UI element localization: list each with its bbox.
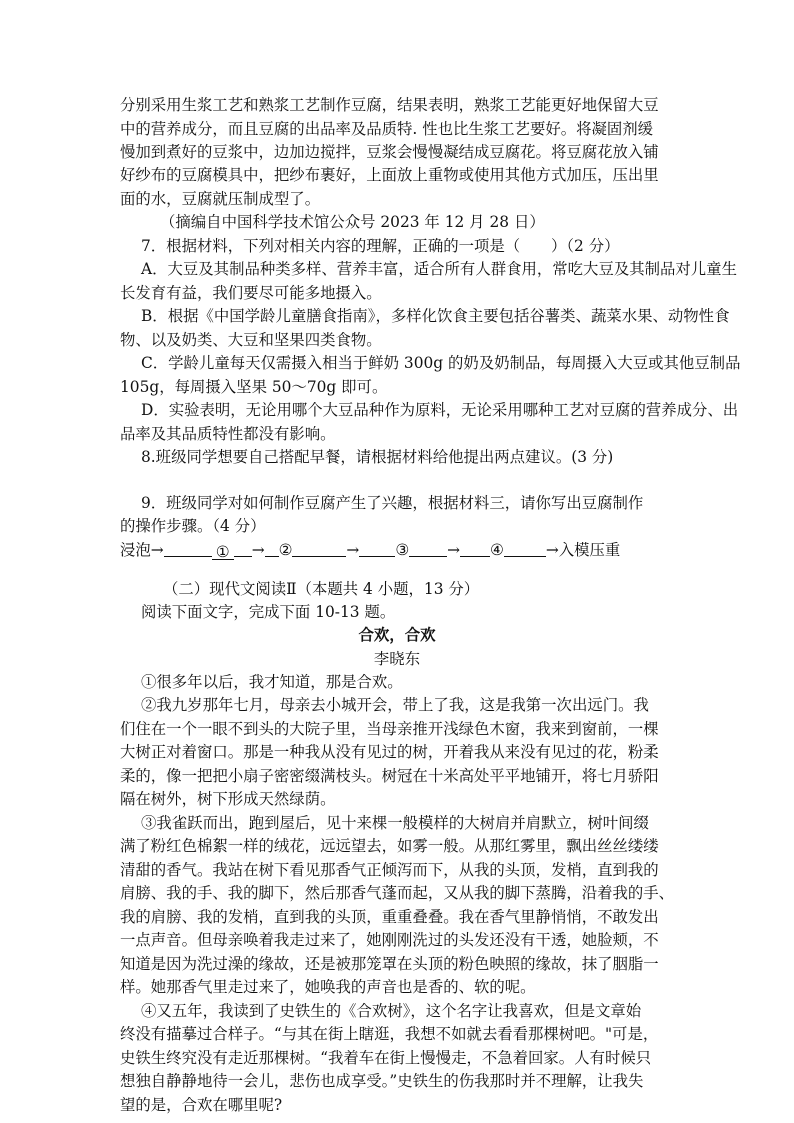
- q8-stem: 8.班级同学想要自己搭配早餐，请根据材料给他提出两点建议。(3 分): [141, 448, 614, 466]
- paragraph-2-line: 们住在一个一眼不到头的大院子里，当母亲推开浅绿色木窗，我来到窗前，一棵: [120, 720, 659, 738]
- flow-marker-2: ②: [278, 541, 293, 559]
- answer-blank-2b[interactable]: [292, 540, 346, 557]
- article-title: 合欢，合欢: [358, 626, 436, 644]
- paragraph-4-line: 史铁生终究没有走近那棵树。“我着车在街上慢慢走，不急着回家。人有时候只: [120, 1049, 652, 1067]
- paragraph-2: ②我九岁那年七月，母亲去小城开会，带上了我，这是我第一次出远门。我: [141, 696, 649, 714]
- paragraph-3: ③我雀跃而出，跑到屋后，见十来棵一般模样的大树肩并肩默立，树叶间缀: [141, 814, 649, 832]
- paragraph-4-line: 望的是，合欢在哪里呢?: [120, 1096, 283, 1114]
- paragraph-3-line: 一点声音。但母亲唤着我走过来了，她刚刚洗过的头发还没有干透，她脸颊，不: [120, 931, 659, 949]
- paragraph-2-line: 柔的，像一把把小扇子密密缀满枝头。树冠在十米高处平平地铺开，将七月骄阳: [120, 767, 659, 785]
- answer-blank-2a[interactable]: [265, 540, 279, 557]
- paragraph-1: ①很多年以后，我才知道，那是合欢。: [141, 673, 403, 691]
- flow-marker-4: ④: [490, 541, 504, 559]
- q7-option-d-cont: 品率及其品质特性都没有影响。: [120, 425, 336, 443]
- q7-option-b-cont: 物、以及奶类、大豆和坚果四类食物。: [120, 331, 382, 349]
- paragraph-2-line: 大树正对着窗口。那是一种我从没有见过的树，开着我从来没有见过的花，粉柔: [120, 743, 659, 761]
- section-header: （二）现代文阅读Ⅱ（本题共 4 小题，13 分）: [163, 580, 480, 598]
- paragraph-2-line: 隔在树外，树下形成天然绿荫。: [120, 790, 336, 808]
- paragraph-4-line: 终没有描摹过合样子。“与其在街上瞎逛，我想不如就去看看那棵树吧。"可是，: [120, 1025, 659, 1043]
- flow-marker-3: ③: [395, 541, 410, 559]
- paragraph-4: ④又五年，我读到了史铁生的《合欢树》，这个名字让我喜欢，但是文章始: [141, 1002, 642, 1020]
- flow-arrow: →: [447, 541, 461, 559]
- flow-end: →入模压重: [545, 541, 621, 559]
- q7-option-a-cont: 长发育有益，我们要尽可能多地摄入。: [120, 284, 382, 302]
- q9-stem: 9．班级同学对如何制作豆腐产生了兴趣，根据材料三，请你写出豆腐制作: [141, 494, 644, 512]
- answer-blank-1-marker[interactable]: ①: [212, 543, 234, 560]
- material-line: 中的营养成分，而且豆腐的出品率及品质特. 性也比生浆工艺要好。将凝固剂缓: [120, 120, 654, 138]
- flow-arrow: →: [346, 541, 360, 559]
- paragraph-4-line: 想独自静静地待一会儿，悲伤也成享受。”史铁生的伤我那时并不理解，让我失: [120, 1072, 644, 1090]
- q9-flow: [120, 539, 620, 561]
- flow-arrow: →: [251, 541, 265, 559]
- material-line: 慢加到煮好的豆浆中，边加边搅拌，豆浆会慢慢凝结成豆腐花。将豆腐花放入铺: [120, 143, 659, 161]
- material-line: 好纱布的豆腐模具中，把纱布裹好，上面放上重物或使用其他方式加压，压出里: [120, 166, 659, 184]
- paragraph-3-line: 知道是因为洗过澡的缘故，还是被那笼罩在头顶的粉色映照的缘故，抹了胭脂一: [120, 955, 659, 973]
- q7-option-d: D．实验表明，无论用哪个大豆品种作为原料，无论采用哪种工艺对豆腐的营养成分、出: [141, 401, 739, 419]
- source-note: （摘编自中国科学技术馆公众号 2023 年 12 月 28 日）: [160, 213, 545, 231]
- q7-option-a: A．大豆及其制品种类多样、营养丰富，适合所有人群食用，常吃大豆及其制品对儿童生: [141, 260, 737, 278]
- paragraph-3-line: 肩膀、我的手、我的脚下，然后那香气蓬而起，又从我的脚下蒸腾，沿着我的手、: [120, 884, 675, 902]
- section-instruction: 阅读下面文字，完成下面 10-13 题。: [141, 603, 396, 621]
- article-author: 李晓东: [373, 650, 421, 668]
- paragraph-3-line: 我的肩膀、我的发梢，直到我的头顶，重重叠叠。我在香气里静悄悄，不敢发出: [120, 908, 659, 926]
- paragraph-3-line: 样。她那香气里走过来了，她唤我的声音也是香的、软的呢。: [120, 978, 536, 996]
- answer-blank-1b[interactable]: [234, 540, 252, 557]
- material-line: 分别采用生浆工艺和熟浆工艺制作豆腐，结果表明，熟浆工艺能更好地保留大豆: [120, 96, 659, 114]
- answer-blank-4a[interactable]: [460, 540, 490, 557]
- answer-blank-3a[interactable]: [359, 540, 395, 557]
- paragraph-3-line: 满了粉红色棉絮一样的绒花，远远望去，如雾一般。从那红雾里，飘出丝丝缕缕: [120, 837, 659, 855]
- q7-stem: 7．根据材料，下列对相关内容的理解，正确的一项是（ ）（2 分）: [141, 237, 620, 255]
- q7-option-b: B．根据《中国学龄儿童膳食指南》，多样化饮食主要包括谷薯类、蔬菜水果、动物性食: [141, 307, 730, 325]
- q9-stem-cont: 的操作步骤。（4 分）: [120, 517, 266, 535]
- paragraph-3-line: 清甜的香气。我站在树下看见那香气正倾泻而下，从我的头顶，发梢，直到我的: [120, 861, 659, 879]
- q7-option-c: C．学龄儿童每天仅需摄入相当于鲜奶 300g 的奶及奶制品，每周摄入大豆或其他豆制品: [141, 354, 741, 372]
- material-line: 面的水，豆腐就压制成型了。: [120, 190, 321, 208]
- answer-blank-3b[interactable]: [409, 540, 447, 557]
- flow-start: 浸泡→: [120, 541, 164, 559]
- q7-option-c-cont: 105g，每周摄入坚果 50～70g 即可。: [120, 378, 388, 396]
- answer-blank-4b[interactable]: [504, 540, 546, 557]
- answer-blank-1a[interactable]: [164, 540, 212, 557]
